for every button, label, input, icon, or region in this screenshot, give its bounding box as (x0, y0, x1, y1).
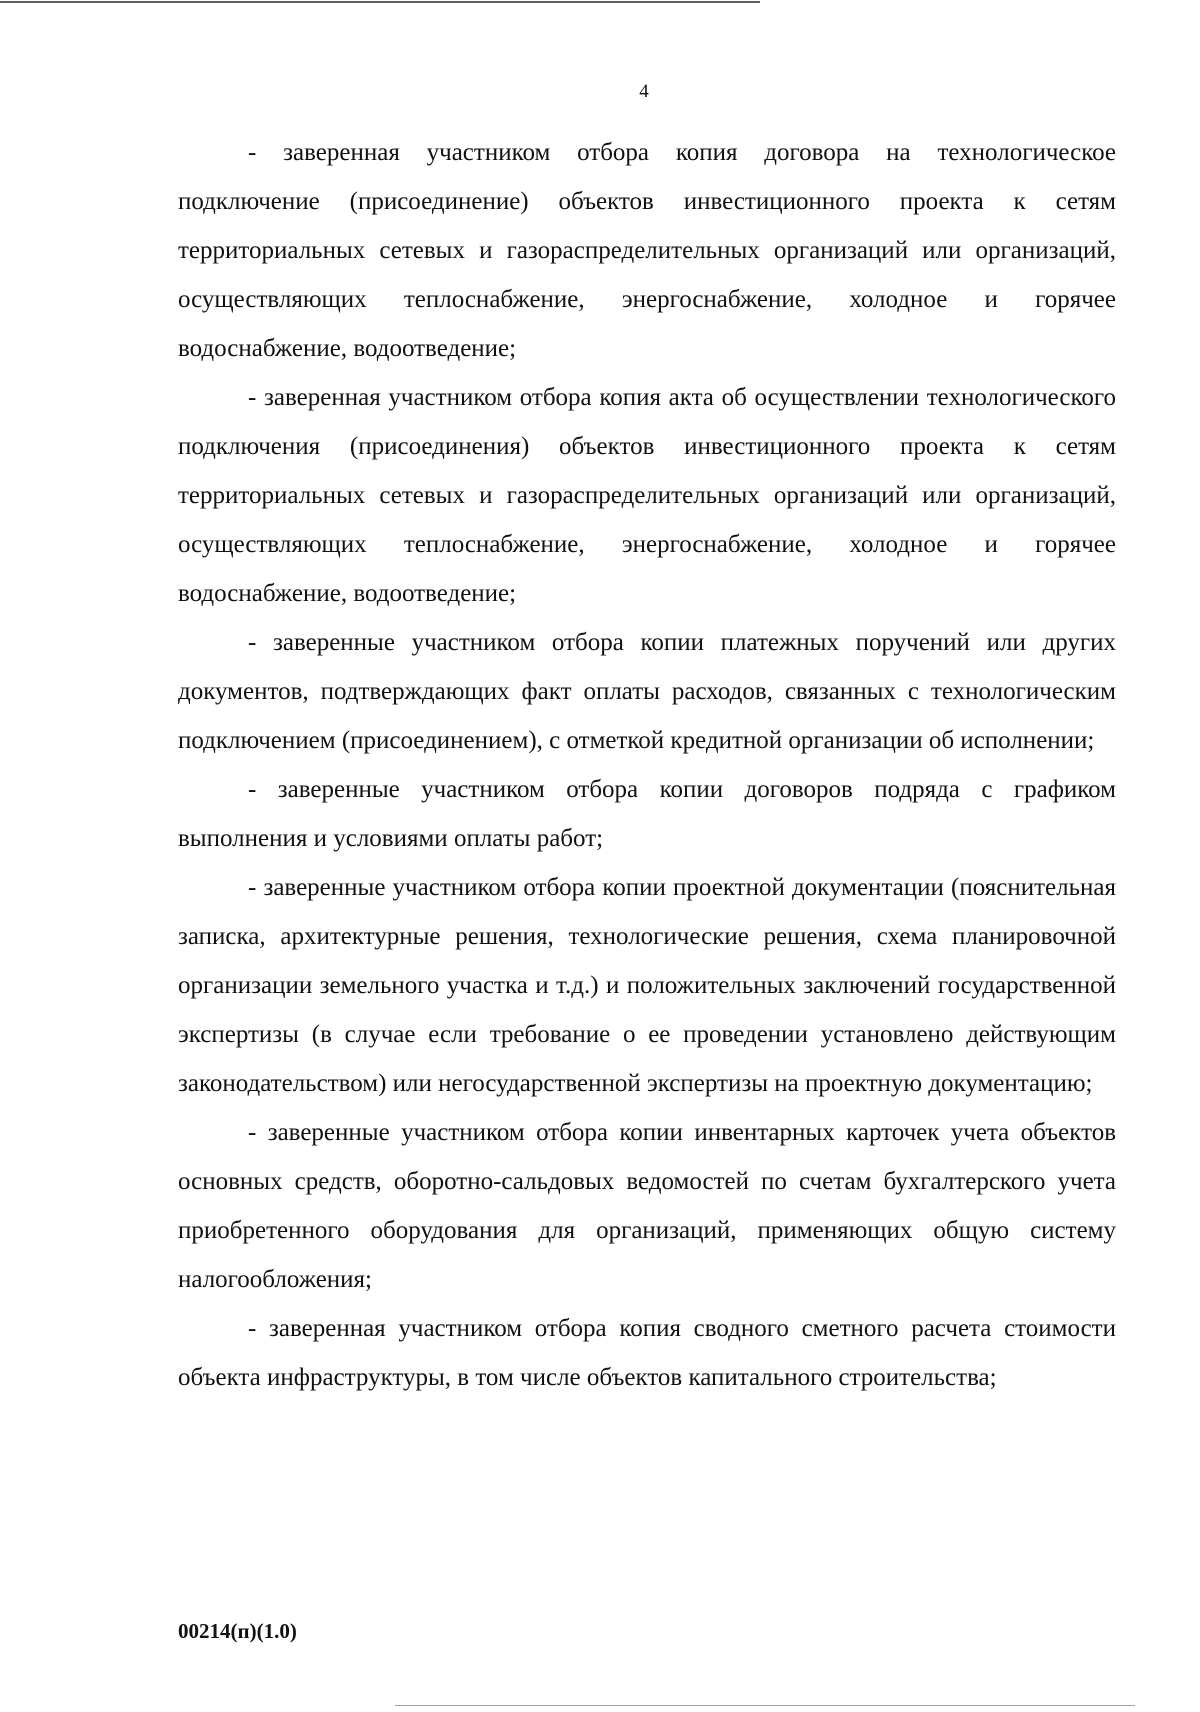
scan-top-edge (0, 1, 760, 3)
page-number: 4 (639, 81, 649, 102)
document-code: 00214(п)(1.0) (178, 1619, 297, 1643)
list-item-contract-agreements: - заверенные участником отбора копии договоров подряда с графиком выполнения и условиями оплаты работ; (178, 776, 1116, 852)
list-item-payment-orders: - заверенные участником отбора копии платежных поручений или других документов, подтверждающих факт оплаты расходов, связанных с технологическим подключением (присоединением), с отметкой кредитной организации об исполнении; (178, 629, 1116, 754)
document-body (178, 128, 1116, 1402)
list-item-inventory-cards: - заверенные участником отбора копии инвентарных карточек учета объектов основных средств, оборотно-сальдовых ведомостей по счетам бухгалтерского учета приобретенного оборудования для организаций, применяющих общую систему налогообложения; (178, 1119, 1116, 1293)
list-item-connection-contract: - заверенная участником отбора копия договора на технологическое подключение (присоединение) объектов инвестиционного проекта к сетям территориальных сетевых и газораспределительных организаций или организаций, осуществляющих теплоснабжение, энергоснабжение, холодное и горячее водоснабжение, водоотведение; (178, 139, 1116, 362)
list-item-connection-act: - заверенная участником отбора копия акта об осуществлении технологического подключения (присоединения) объектов инвестиционного проекта к сетям территориальных сетевых и газораспределительных организаций или организаций, осуществляющих теплоснабжение, энергоснабжение, холодное и горячее водоснабжение, водоотведение; (178, 384, 1116, 607)
scan-bottom-edge (395, 1705, 1135, 1706)
list-item-cost-estimate: - заверенная участником отбора копия сводного сметного расчета стоимости объекта инфраструктуры, в том числе объектов капитального строительства; (178, 1315, 1116, 1391)
list-item-project-documentation: - заверенные участником отбора копии проектной документации (пояснительная записка, архитектурные решения, технологические решения, схема планировочной организации земельного участка и т.д.) и положительных заключений государственной экспертизы (в случае если требование о ее проведении установлено действующим законодательством) или негосударственной экспертизы на проектную документацию; (178, 874, 1116, 1097)
